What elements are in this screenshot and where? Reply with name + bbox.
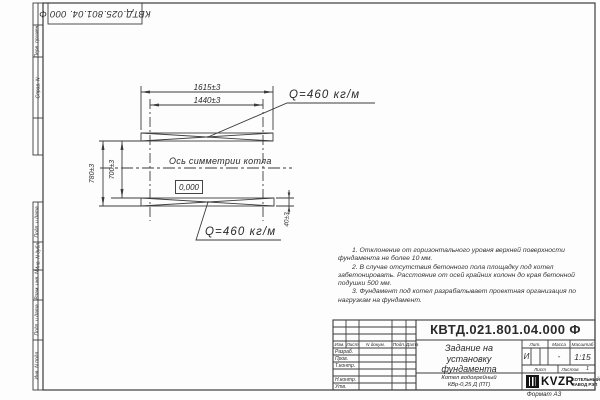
margin-box-invdubl bbox=[33, 242, 43, 270]
dim-1440-label: 1440±3 bbox=[193, 95, 221, 105]
note-line: подушки 500 мм. bbox=[338, 280, 392, 288]
margin-label-perv: Перв. примен. bbox=[35, 24, 41, 58]
lit-header: Лит. bbox=[529, 341, 541, 347]
product-line-2: КВр-0,25 Д (ПТ) bbox=[447, 382, 491, 388]
title-line-2: установку bbox=[446, 353, 492, 364]
row-label-prov: Пров. bbox=[335, 356, 349, 362]
margin-box-podp1 bbox=[33, 202, 43, 242]
margin-box-sprav bbox=[33, 57, 43, 118]
dim-780-label: 780±3 bbox=[89, 163, 97, 184]
top-stamp-box bbox=[39, 3, 151, 24]
listov-label: Листов bbox=[561, 366, 579, 372]
company-line-2: ЗАВОД РЭП bbox=[572, 381, 598, 387]
margin-label-invdubl: Инв. N дубл. bbox=[35, 241, 42, 271]
margin-box-invpodl bbox=[33, 340, 43, 390]
dim-1615-lines bbox=[141, 86, 273, 130]
load-label-bottom: Q=460 кг/м bbox=[205, 226, 277, 238]
kvzr-logo-text: KVZR bbox=[541, 375, 575, 388]
col-header-ndoc: N докум. bbox=[366, 342, 385, 347]
margin-label-sprav: Справ. N bbox=[35, 77, 41, 98]
foundation-beam-top bbox=[141, 133, 273, 141]
dim-780-700-lines bbox=[99, 141, 141, 206]
dim-40-box bbox=[282, 209, 292, 229]
title-block-doc-number: КВТД.021.801.04.000 Ф bbox=[430, 322, 581, 337]
note-line: фундамента не более 10 мм. bbox=[338, 255, 433, 263]
title-line-3: фундамента bbox=[441, 363, 497, 374]
dim-40-label: 40±3 bbox=[283, 211, 291, 227]
load-label-top: Q=460 кг/м bbox=[289, 89, 361, 101]
top-stamp-number: КВТД.025.801.04. 000 Ф bbox=[39, 8, 151, 19]
kvzr-logo-mark-icon bbox=[526, 375, 539, 388]
note-line: 1. Отклонение от горизонтального уровня верхней поверхности bbox=[352, 247, 565, 254]
note-line: забетонировать. Расстояние от осей крайних колонн до края бетонной bbox=[338, 271, 575, 279]
dim-780-box bbox=[88, 141, 98, 206]
dim-700-label: 700±3 bbox=[109, 159, 117, 180]
notes-block bbox=[338, 247, 577, 305]
mass-header: Масса bbox=[552, 341, 566, 347]
col-header-podp: Подп. bbox=[392, 342, 406, 347]
margin-label-invpodl: Инв. N подл. bbox=[35, 350, 42, 380]
margin-box-podp2 bbox=[33, 300, 43, 340]
margin-label-vzam: Взам. инв. N bbox=[35, 270, 41, 300]
col-header-izm: Изм. bbox=[334, 342, 345, 347]
level-mark-value: 0,000 bbox=[178, 182, 200, 192]
note-line: 3. Фундамент под котел разрабатывает проектная организация по bbox=[352, 288, 577, 296]
symmetry-axis-label: Ось симметрии котла bbox=[169, 156, 272, 166]
product-line-1: Котел водогрейный bbox=[441, 375, 497, 381]
margin-label-podp1: Подп. и дата bbox=[35, 206, 41, 238]
col-header-data: Дата bbox=[406, 342, 419, 347]
format-label: Формат А3 bbox=[526, 391, 562, 398]
level-mark-box bbox=[175, 180, 203, 194]
listov-value: 1 bbox=[585, 366, 590, 372]
scale-value: 1:15 bbox=[574, 352, 591, 362]
note-line: 2. В случае отсутствия бетонного пола площадку под котел bbox=[352, 263, 554, 271]
margin-box-perv bbox=[33, 25, 43, 57]
note-line: нагрузкам на фундамент. bbox=[338, 296, 422, 304]
scale-header: Масштаб bbox=[571, 341, 594, 347]
company-line-1: КОТЕЛЬНЫЙ bbox=[572, 376, 600, 382]
row-label-utv: Утв. bbox=[335, 384, 347, 390]
mass-value: - bbox=[557, 352, 561, 361]
row-label-razrab: Разраб. bbox=[335, 349, 354, 355]
col-header-list: Лист bbox=[346, 342, 359, 347]
list-label: Лист bbox=[533, 366, 547, 372]
title-line-1: Задание на bbox=[445, 343, 493, 353]
margin-label-podp2: Подп. и дата bbox=[35, 304, 41, 336]
lit-value: И bbox=[523, 352, 530, 361]
dim-1615-label: 1615±3 bbox=[193, 82, 221, 92]
margin-box-vzam bbox=[33, 270, 43, 300]
row-label-tkontr: Т.контр. bbox=[335, 363, 356, 369]
row-label-nkontr: Н.контр. bbox=[335, 377, 357, 383]
dim-700-box bbox=[108, 141, 118, 198]
